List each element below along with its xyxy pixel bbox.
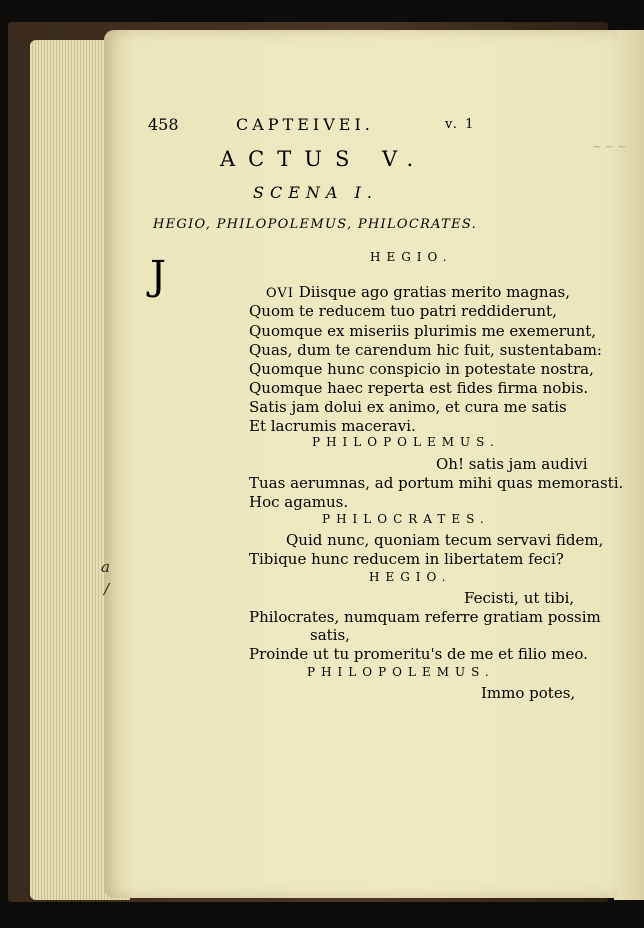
first-word-caps: OVI: [266, 286, 294, 301]
verse-line: Oh! satis jam audivi: [436, 455, 588, 473]
speaker-hegio: HEGIO.: [370, 250, 453, 264]
verse-line: Tibique hunc reducem in libertatem feci?: [249, 550, 564, 568]
verse-line: Philocrates, numquam referre gratiam possim: [249, 608, 601, 626]
running-title: CAPTEIVEI.: [236, 115, 374, 134]
verse-line: Quid nunc, quoniam tecum servavi fidem,: [286, 531, 604, 549]
verse-line: Quom te reducem tuo patri reddiderunt,: [249, 302, 557, 320]
verse-line: Quomque ex miseriis plurimis me exemerunt,: [249, 322, 597, 340]
speaker-philopolemus: PHILOPOLEMUS.: [312, 435, 500, 449]
verse-line: Hoc agamus.: [249, 493, 349, 511]
verse-line: [266, 283, 570, 301]
verse-line: Et lacrumis maceravi.: [249, 417, 416, 435]
characters-list: HEGIO, PHILOPOLEMUS, PHILOCRATES.: [153, 217, 478, 232]
scene-heading: SCENA I.: [253, 183, 378, 202]
verse-line: satis,: [310, 626, 350, 644]
margin-ink-mark: a: [101, 558, 110, 576]
verse-line: Tuas aerumnas, ad portum mihi quas memorasti.: [249, 474, 624, 492]
facing-page-edge: [614, 30, 644, 900]
drop-cap: J: [150, 253, 167, 299]
verse-line: Proinde ut tu promeritu's de me et filio meo.: [249, 645, 588, 663]
signature-mark: v. 1: [445, 117, 476, 132]
verse-line: Satis jam dolui ex animo, et cura me satis: [249, 398, 567, 416]
act-heading: ACTUS V.: [220, 147, 427, 171]
verse-line: Quomque haec reperta est fides firma nobis.: [249, 379, 589, 397]
page-number: 458: [148, 115, 179, 134]
verse-line: Immo potes,: [481, 684, 576, 702]
verse-line-text: Diisque ago gratias merito magnas,: [298, 283, 570, 301]
verse-line: Fecisti, ut tibi,: [464, 589, 575, 607]
verse-line: Quas, dum te carendum hic fuit, sustentabam:: [249, 341, 602, 359]
margin-ink-mark: /: [104, 580, 110, 598]
speaker-philopolemus: PHILOPOLEMUS.: [307, 665, 495, 679]
bleed-through-text: ~ ~ ~: [592, 140, 627, 153]
verse-line: Quomque hunc conspicio in potestate nostra,: [249, 360, 594, 378]
speaker-philocrates: PHILOCRATES.: [322, 512, 490, 526]
speaker-hegio: HEGIO.: [369, 570, 452, 584]
